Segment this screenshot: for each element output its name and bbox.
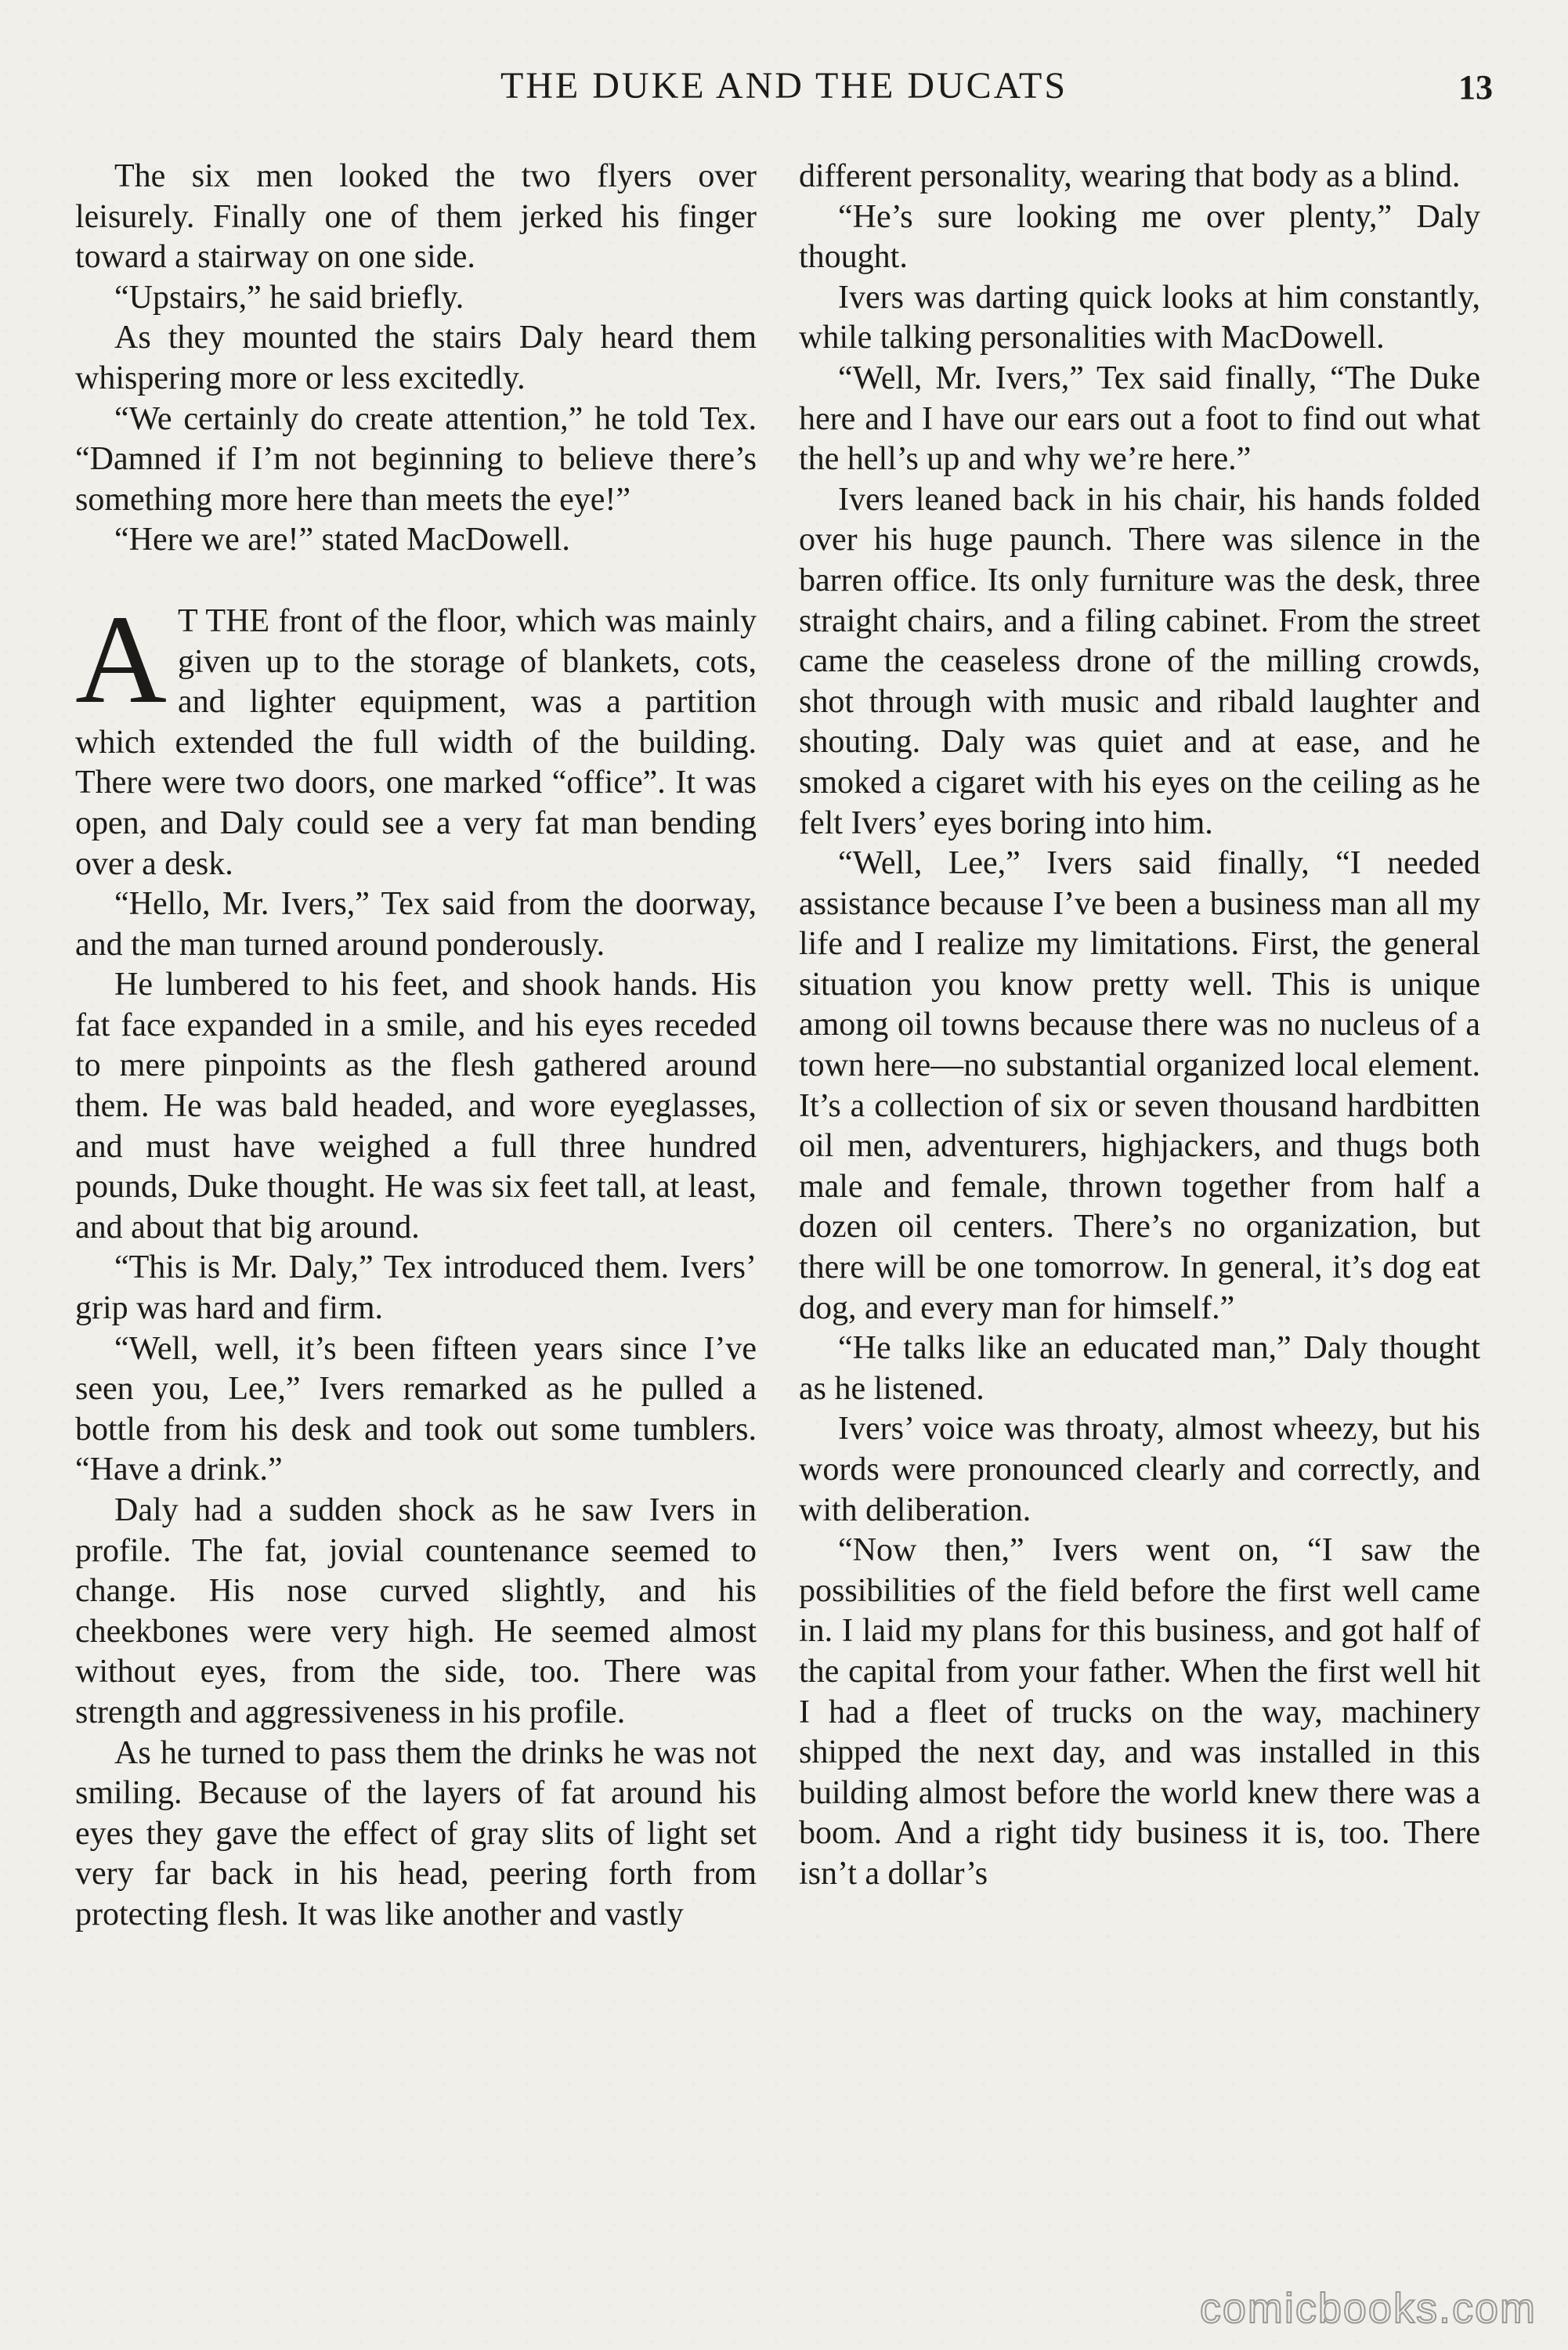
paragraph: “Hello, Mr. Ivers,” Tex said from the doorway, and the man turned around ponderously. [75,886,757,963]
paragraph: “Upstairs,” he said briefly. [114,279,464,316]
drop-cap: A [75,589,167,730]
paragraph: The six men looked the two flyers over leisurely. Finally one of them jerked his finger toward a stairway on one side. [75,158,757,276]
paragraph: Ivers’ voice was throaty, almost wheezy, but his words were pronounced clearly and correctly, and with deliberation. [799,1411,1480,1528]
paragraph: “He’s sure looking me over plenty,” Daly thought. [799,198,1480,276]
dropcap-paragraph [75,589,757,884]
running-title: THE DUKE AND THE DUCATS [500,65,1068,107]
paragraph: As he turned to pass them the drinks he was not smiling. Because of the layers of fat around his eyes they gave the effect of gray slits of light set very far back in his head, peering forth from protecting flesh. It was like another and vastly [75,1734,757,1932]
page-number: 13 [1458,68,1493,107]
paragraph: “This is Mr. Daly,” Tex introduced them. Ivers’ grip was hard and firm. [75,1249,757,1327]
paragraph: Ivers was darting quick looks at him constantly, while talking personalities with MacDowell. [799,279,1480,356]
paragraph-text: T THE front of the floor, which was mainly given up to the storage of blankets, cots, and lighter equipment, was a partition which extended the full width of the building. There were two doors, one marked “office”. It was open, and Daly could see a very fat man bending over a desk. [75,602,757,882]
paragraph: “We certainly do create attention,” he told Tex. “Damned if I’m not beginning to believe there’s something more here than meets the eye!” [75,400,757,518]
paragraph: As they mounted the stairs Daly heard them whispering more or less excitedly. [75,320,757,396]
paragraph: “Well, Lee,” Ivers said finally, “I needed assistance because I’ve been a business man all my life and I realize my limitations. First, the general situation you know pretty well. This is unique among oil towns because there was no nucleus of a town here—no substantial organized local element. It’s a collection of six or seven thousand hardbitten oil men, adventurers, highjackers, and thugs both male and female, thrown together from half a dozen oil centers. There’s no organization, but there will be one tomorrow. In general, it’s dog eat dog, and every man for himself.” [799,845,1480,1326]
paragraph: “Well, Mr. Ivers,” Tex said finally, “The Duke here and I have our ears out a foot to find out what the hell’s up and why we’re here.” [799,360,1480,478]
left-column [75,157,757,1936]
right-column [799,157,1480,1895]
section-break [75,561,757,602]
page-header [75,64,1493,119]
paragraph: different personality, wearing that body as a blind. [799,158,1461,194]
watermark-logo: comicbooks.com [1199,2285,1537,2332]
paragraph: Daly had a sudden shock as he saw Ivers in profile. The fat, jovial countenance seemed to change. His nose curved slightly, and his cheekbones were very high. He seemed almost without eyes, from the side, too. There was strength and aggressiveness in his profile. [75,1492,757,1730]
paragraph: “Now then,” Ivers went on, “I saw the possibilities of the field before the first well came in. I laid my plans for this business, and got half of the capital from your father. When the first well hit I had a fleet of trucks on the way, machinery shipped the next day, and was installed in this building almost before the world knew there was a boom. And a right tidy business it is, too. There isn’t a dollar’s [799,1532,1480,1892]
paragraph: “He talks like an educated man,” Daly thought as he listened. [799,1330,1480,1407]
paragraph: “Well, well, it’s been fifteen years since I’ve seen you, Lee,” Ivers remarked as he pulled a bottle from his desk and took out some tumblers. “Have a drink.” [75,1330,757,1488]
paragraph: Ivers leaned back in his chair, his hands folded over his huge paunch. There was silence in the barren office. Its only furniture was the desk, three straight chairs, and a filing cabinet. From the street came the ceaseless drone of the milling crowds, shot through with music and ribald laughter and shouting. Daly was quiet and at ease, and he smoked a cigaret with his eyes on the ceiling as he felt Ivers’ eyes boring into him. [799,481,1480,841]
paragraph: He lumbered to his feet, and shook hands. His fat face expanded in a smile, and his eyes receded to mere pinpoints as the flesh gathered around them. He was bald headed, and wore eyeglasses, and must have weighed a full three hundred pounds, Duke thought. He was six feet tall, at least, and about that big around. [75,967,757,1246]
paragraph: “Here we are!” stated MacDowell. [114,522,570,559]
